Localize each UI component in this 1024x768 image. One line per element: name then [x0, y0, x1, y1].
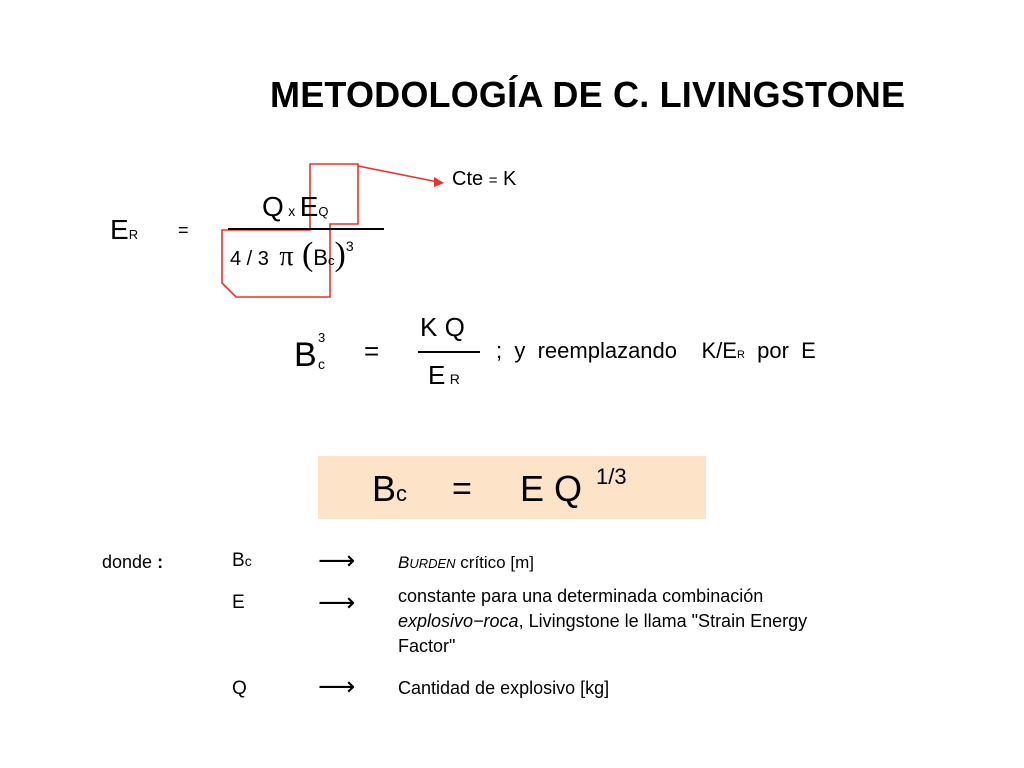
- formula3-rhs: E Q: [520, 468, 583, 509]
- formula2-denominator: E R: [428, 360, 460, 390]
- formula3-lhs: Bc: [372, 468, 408, 509]
- formula2-fraction-line: [418, 351, 480, 353]
- definition-symbol-q: Q: [232, 678, 247, 699]
- formula1-fraction-line: [228, 228, 384, 230]
- formula3-equals: =: [452, 470, 472, 508]
- definitions-label: donde :: [102, 552, 164, 572]
- annotation-arrowhead-icon: [434, 177, 444, 187]
- arrow-right-icon: ⟶: [318, 672, 356, 702]
- formula1-equals: =: [178, 220, 189, 240]
- definition-text-q: Cantidad de explosivo [kg]: [398, 678, 610, 698]
- definition-symbol-bc: Bc: [232, 550, 252, 571]
- formula2-equals: =: [364, 336, 380, 366]
- cte-label: Cte = K: [452, 168, 517, 190]
- arrow-right-icon: ⟶: [318, 546, 356, 576]
- formula1-denominator: 4 / 3 π (Bc)3: [230, 236, 354, 273]
- definition-text-bc: BURDEN crítico [m]: [398, 553, 534, 572]
- arrow-right-icon: ⟶: [318, 588, 356, 618]
- definition-text-e: constante para una determinada combinación explosivo−roca, Livingstone le llama "Strain Energy Factor": [398, 586, 808, 656]
- formula2-lhs-sub: c: [318, 356, 325, 372]
- formula2-lhs: B: [294, 336, 317, 374]
- page-title: METODOLOGÍA DE C. LIVINGSTONE: [270, 74, 906, 115]
- definition-symbol-e: E: [232, 592, 245, 613]
- formula1-numerator: Q x EQ: [262, 191, 329, 222]
- formula3-exponent: 1/3: [596, 464, 627, 489]
- formula2-replacement-text: ; y reemplazando K/ER por E: [496, 338, 816, 363]
- formula1-lhs: ER: [110, 214, 139, 245]
- formula2-numerator: K Q: [420, 312, 465, 342]
- formula2-lhs-sup: 3: [318, 330, 326, 345]
